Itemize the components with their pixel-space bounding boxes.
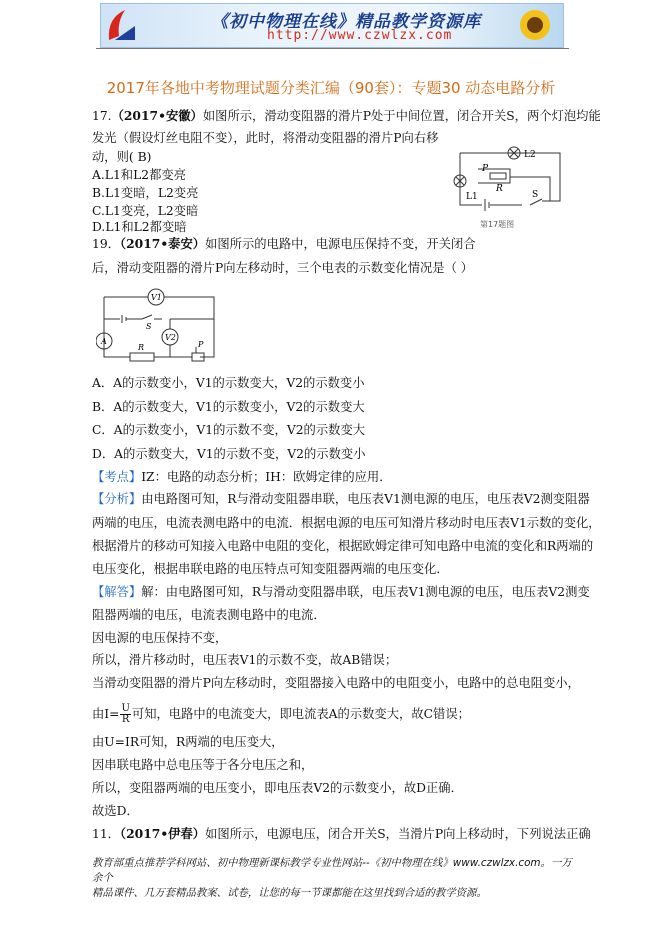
q19-source: （2017•泰安） [119, 236, 206, 251]
q17-label-l2: L2 [524, 150, 536, 160]
q19-option-b: B．A的示数变大，V1的示数变小，V2的示数变大 [92, 400, 365, 414]
fenxi-text-1: 由电路图可知，R与滑动变阻器串联，电压表V1测电源的电压，电压表V2测变阻器 [141, 492, 590, 506]
q17-number: 17. [92, 109, 112, 123]
q19-jieda-6 [92, 704, 470, 725]
q19-fenxi-4: 电压变化，根据串联电路的电压特点可知变阻器两端的电压变化． [92, 562, 449, 576]
q17-text-1: 如图所示，滑动变阻器的滑片P处于中间位置，闭合开关S，两个灯泡均能 [202, 109, 601, 123]
q19-jieda-1 [92, 584, 590, 600]
q19-text-1: 如图所示的电路中，电源电压保持不变，开关闭合 [205, 237, 476, 251]
q19-option-c: C．A的示数变小，V1的示数不变，V2的示数变大 [92, 423, 366, 437]
q19-label-s: S [146, 322, 152, 331]
q11-line-1 [92, 826, 591, 842]
q19-label-p: P [198, 340, 204, 349]
q17-label-r: R [496, 184, 503, 194]
q17-line-3: 动，则( B) [92, 150, 152, 164]
q19-label-v1: V1 [151, 293, 162, 302]
q17-label-s: S [532, 190, 539, 200]
ohm-fraction [120, 704, 130, 725]
q17-option-d: D.L1和L2都变暗 [92, 220, 187, 234]
page-title: 2017年各地中考物理试题分类汇编（90套）：专题30 动态电路分析 [106, 79, 556, 97]
q19-fenxi-2: 两端的电压，电流表测电路中的电流．根据电源的电压可知滑片移动时电压表V1示数的变化， [92, 516, 601, 530]
jieda-text-1: 解：由电路图可知，R与滑动变阻器串联，电压表V1测电源的电压，电压表V2测变 [141, 585, 590, 599]
q17-figure-caption: 第17题图 [480, 220, 515, 229]
banner-url[interactable]: http://www.czwlzx.com [267, 28, 453, 43]
q19-jieda-9: 所以，变阻器两端的电压变小，即电压表V2的示数变小，故D正确． [92, 781, 463, 795]
q17-option-a: A.L1和L2都变亮 [92, 168, 186, 182]
footer-line-2: 精品课件、几万套精品教案、试卷，让您的每一节课都能在这里找到合适的教学资源。 [92, 887, 487, 899]
page-footer [92, 856, 578, 901]
q19-label-r: R [138, 343, 145, 352]
q11-text-1: 如图所示，电源电压，闭合开关S，当滑片P向上移动时，下列说法正确 [205, 827, 591, 841]
site-logo-icon [105, 6, 139, 44]
fenxi-tag: 【分析】 [92, 492, 142, 506]
q19-option-a: A．A的示数变小，V1的示数变大，V2的示数变小 [92, 376, 365, 390]
q19-jieda-2: 阻器两端的电压，电流表测电路中的电流． [92, 608, 326, 622]
q11-number: 11． [92, 827, 120, 841]
q19-jieda-4: 所以，滑片移动时，电压表V1的示数不变，故AB错误； [92, 653, 398, 667]
q19-line-1 [92, 236, 476, 252]
q19-line-2: 后，滑动变阻器的滑片P向左移动时，三个电表的示数变化情况是（ ） [92, 261, 474, 275]
banner-title: 《初中物理在线》精品教学资源库 [211, 12, 481, 32]
sunflower-icon [515, 6, 555, 44]
q17-option-c: C.L1变亮，L2变暗 [92, 204, 199, 218]
q17-line-1 [92, 108, 601, 124]
q17-source: （2017•安徽） [111, 108, 203, 123]
q19-jieda-3: 因电源的电压保持不变， [92, 631, 228, 645]
q17-label-p: P [482, 164, 489, 174]
footer-line-1: 教育部重点推荐学科网站、初中物理新课标教学专业性网站--《初中物理在线》www.czwlzx.com。一万余个 [92, 857, 572, 884]
q19-option-d: D．A的示数变大，V1的示数不变，V2的示数变小 [92, 447, 366, 461]
kaodian-text: IZ：电路的动态分析；IH：欧姆定律的应用． [141, 470, 392, 484]
q19-number: 19． [92, 237, 120, 251]
header-rule [96, 48, 569, 49]
q19-jieda-8: 因串联电路中总电压等于各分电压之和， [92, 758, 314, 772]
header-banner [100, 3, 564, 48]
q17-line-2: 发光（假设灯丝电阻不变），此时，将滑动变阻器的滑片P向右移 [92, 131, 439, 145]
fraction-numerator: U [121, 703, 130, 714]
q17-option-b: B.L1变暗，L2变亮 [92, 186, 199, 200]
q19-fenxi-3: 根据滑片的移动可知接入电路中电阻的变化，根据欧姆定律可知电路中电流的变化和R两端的 [92, 539, 594, 553]
q19-label-a: A [101, 337, 107, 346]
q17-circuit-diagram [450, 143, 570, 233]
jieda-formula-prefix: 由I= [92, 707, 120, 721]
jieda-tag: 【解答】 [92, 585, 142, 599]
q19-jieda-10: 故选D． [92, 804, 139, 818]
q11-source: （2017•伊春） [119, 826, 206, 841]
q17-label-l1: L1 [466, 192, 478, 202]
q19-jieda-5: 当滑动变阻器的滑片P向左移动时，变阻器接入电路中的电阻变小，电路中的总电阻变小， [92, 676, 580, 690]
fraction-denominator: R [121, 714, 130, 725]
q19-fenxi-1 [92, 491, 590, 507]
jieda-formula-suffix: 可知，电路中的电流变大，即电流表A的示数变大，故C错误； [131, 707, 470, 721]
q19-label-v2: V2 [165, 333, 176, 342]
q19-circuit-diagram [96, 287, 220, 367]
q19-jieda-7: 由U=IR可知，R两端的电压变大， [92, 735, 284, 749]
kaodian-tag: 【考点】 [92, 470, 142, 484]
q19-kaodian [92, 469, 392, 485]
